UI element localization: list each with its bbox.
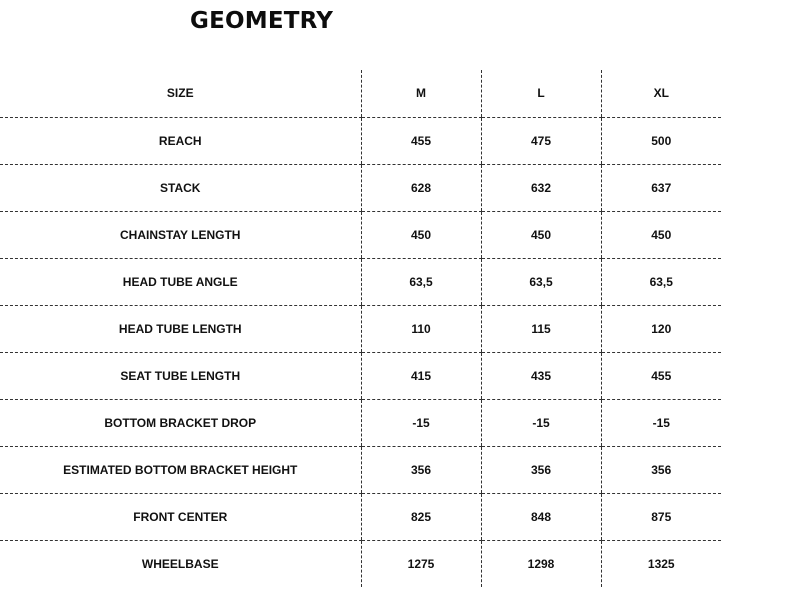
table-row	[0, 117, 721, 164]
cell-value: 825	[361, 493, 481, 540]
cell-value: 1325	[601, 540, 721, 587]
table-row	[0, 493, 721, 540]
table-row	[0, 352, 721, 399]
header-size-m: M	[361, 70, 481, 117]
cell-value: 450	[481, 211, 601, 258]
row-label: HEAD TUBE LENGTH	[0, 305, 361, 352]
table-row	[0, 258, 721, 305]
table-row	[0, 540, 721, 587]
table-row	[0, 305, 721, 352]
table-row	[0, 399, 721, 446]
table-row	[0, 211, 721, 258]
cell-value: 632	[481, 164, 601, 211]
header-size-xl: XL	[601, 70, 721, 117]
cell-value: 356	[361, 446, 481, 493]
cell-value: -15	[361, 399, 481, 446]
cell-value: 1275	[361, 540, 481, 587]
cell-value: 1298	[481, 540, 601, 587]
page-title: GEOMETRY	[190, 8, 334, 34]
cell-value: 120	[601, 305, 721, 352]
row-label: FRONT CENTER	[0, 493, 361, 540]
row-label: WHEELBASE	[141, 556, 219, 571]
cell-value: 63,5	[361, 258, 481, 305]
table-header-row	[0, 70, 721, 117]
cell-value: 356	[481, 446, 601, 493]
cell-value: 356	[601, 446, 721, 493]
cell-value: 415	[361, 352, 481, 399]
header-size-label: SIZE	[0, 70, 361, 117]
cell-value: 455	[601, 352, 721, 399]
geometry-table	[0, 70, 721, 587]
cell-value: 450	[361, 211, 481, 258]
table-row	[0, 164, 721, 211]
cell-value: 435	[481, 352, 601, 399]
cell-value: -15	[601, 399, 721, 446]
cell-value: 455	[361, 117, 481, 164]
cell-value: 500	[601, 117, 721, 164]
cell-value: -15	[481, 399, 601, 446]
cell-value: 848	[481, 493, 601, 540]
row-label: SEAT TUBE LENGTH	[0, 352, 361, 399]
header-size-l: L	[481, 70, 601, 117]
cell-value: 63,5	[481, 258, 601, 305]
cell-value: 875	[601, 493, 721, 540]
cell-value: 628	[361, 164, 481, 211]
row-label: ESTIMATED BOTTOM BRACKET HEIGHT	[0, 446, 361, 493]
cell-value: 115	[481, 305, 601, 352]
cell-value: 450	[601, 211, 721, 258]
row-label: BOTTOM BRACKET DROP	[0, 399, 361, 446]
cell-value: 637	[601, 164, 721, 211]
row-label: STACK	[0, 164, 361, 211]
cell-value: 110	[361, 305, 481, 352]
cell-value: 475	[481, 117, 601, 164]
row-label: CHAINSTAY LENGTH	[0, 211, 361, 258]
row-label: HEAD TUBE ANGLE	[0, 258, 361, 305]
table-row	[0, 446, 721, 493]
row-label: REACH	[0, 117, 361, 164]
cell-value: 63,5	[601, 258, 721, 305]
